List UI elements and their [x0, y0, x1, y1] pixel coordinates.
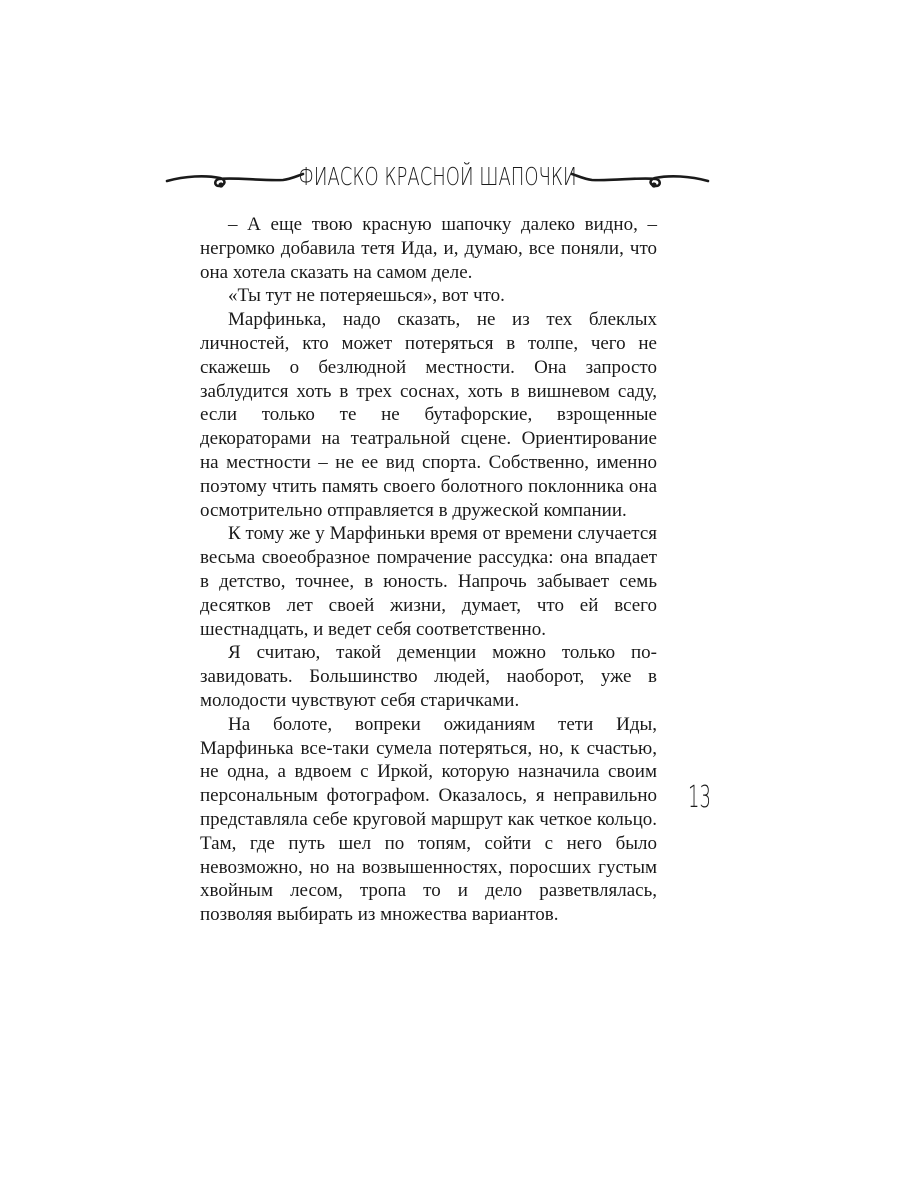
paragraph: На болоте, вопреки ожиданиям тети Иды, Марфинька все-таки сумела потеряться, но, к счастью, не одна, а вдвоем с Иркой, которую назначила своим персональным фотографом. Оказалось, я неправильно представляла себе круговой маршрут как четкое кольцо. Там, где путь шел по топям, сойти с него было невозможно, но на возвышенностях, поросших густым хвойным лесом, тропа то и дело разветвлялась, позволяя выбирать из множества вариантов.: [200, 713, 657, 926]
page-number: 13: [688, 780, 711, 815]
paragraph: Я считаю, такой деменции можно только позавидовать. Большинство людей, наоборот, уже в молодости чувствуют себя старичками.: [200, 642, 657, 711]
paragraph: «Ты тут не потеряешься», вот что.: [228, 285, 505, 307]
running-header: [165, 160, 710, 200]
body-text: [200, 213, 657, 927]
paragraph: К тому же у Марфиньки время от времени случается весьма своеобразное помрачение рассудка: она впадает в детство, точнее, в юность. Напрочь забывает семь десятков лет своей жизни, думает, что ей всего шестнадцать, и ведет себя соответственно.: [200, 523, 657, 640]
flourish-right-icon: [570, 168, 710, 194]
paragraph: Марфинька, надо сказать, не из тех блеклых личностей, кто может потеряться в толпе, чего не скажешь о безлюдной местности. Она запросто заблудится хоть в трех соснах, хоть в вишневом саду, если только те не бутафорские, взрощенные декораторами на театральной сцене. Ориентирование на местности – не ее вид спорта. Собственно, именно поэтому чтить память своего болотного поклонника она осмотрительно отправляется в дружеской компании.: [200, 309, 657, 521]
running-title: ФИАСКО КРАСНОЙ ШАПОЧКИ: [298, 162, 577, 191]
paragraph: – А еще твою красную шапочку далеко видно, – негромко добавила тетя Ида, и, думаю, все поняли, что она хотела сказать на самом деле.: [200, 214, 657, 283]
